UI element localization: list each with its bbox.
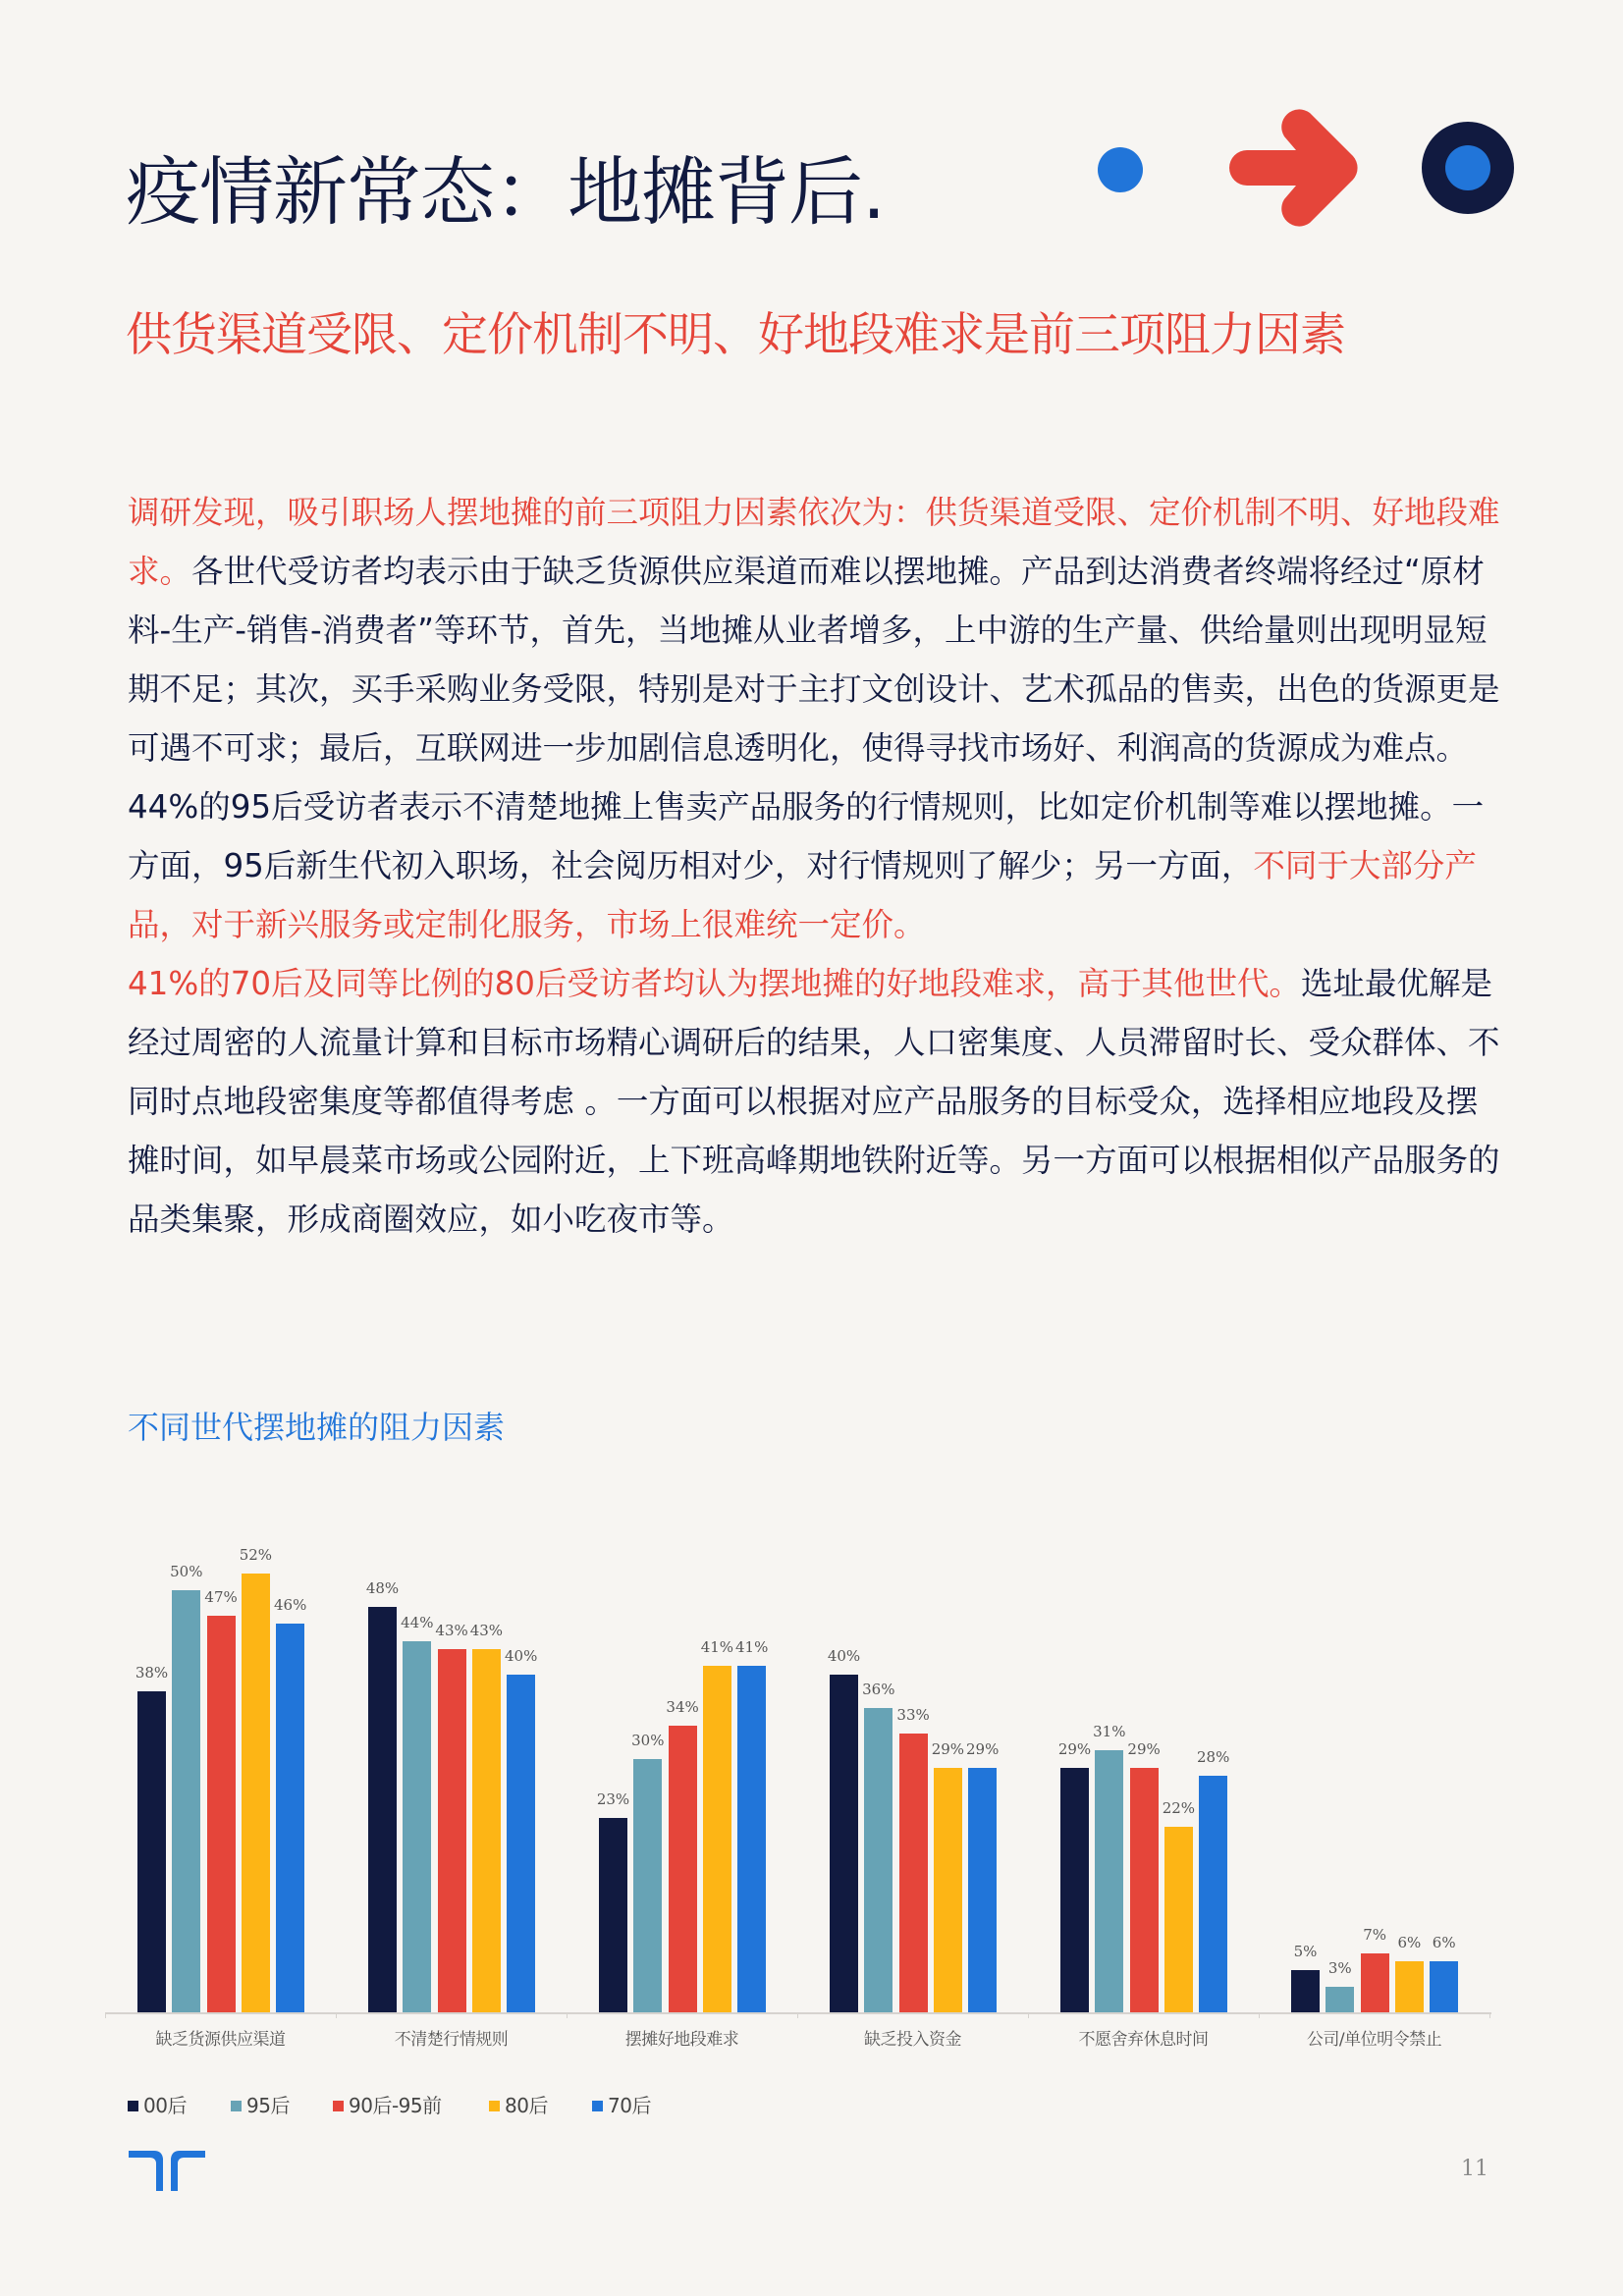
bar-70后-摆摊好地段难求 [737,1666,766,2012]
bar-value-label: 29% [931,1739,965,1758]
legend-label: 80后 [505,2094,548,2117]
bar-value-label: 6% [1432,1934,1456,1952]
category-label: 缺乏货源供应渠道 [155,2030,286,2050]
legend-swatch-icon [231,2101,242,2111]
legend-swatch-icon [592,2101,603,2111]
bar-value-label: 28% [1197,1748,1230,1767]
bar-70后-缺乏投入资金 [968,1768,997,2012]
paragraph-2-highlight: 不同于大部分产品，对于新兴服务或定制化服务，市场上很难统一定价。 [128,847,1477,943]
bar-value-label: 36% [862,1681,895,1699]
bar-95后-摆摊好地段难求 [633,1759,662,2012]
legend-label: 90后-95前 [349,2094,442,2117]
bar-value-label: 30% [631,1732,665,1749]
bar-value-label: 22% [1162,1798,1196,1817]
bar-80后-不愿舍弃休息时间 [1164,1827,1193,2012]
bar-value-label: 38% [135,1664,169,1682]
bar-value-label: 34% [666,1697,699,1716]
bar-70后-不清楚行情规则 [507,1675,535,2012]
bar-value-label: 43% [469,1622,504,1640]
category-label: 缺乏投入资金 [864,2030,961,2050]
bar-value-label: 29% [966,1739,1000,1758]
bar-value-label: 40% [505,1647,538,1665]
legend-swatch-icon [333,2101,344,2111]
ring-dot-icon [1421,121,1515,215]
bar-value-label: 40% [827,1647,861,1665]
paragraph-2 [128,777,1502,954]
bar-value-label: 29% [1057,1739,1092,1758]
bar-value-label: 31% [1093,1723,1126,1741]
bar-value-label: 44% [401,1613,434,1631]
bar-value-label: 33% [896,1706,930,1725]
paragraph-3-highlight: 41%的70后及同等比例的80后受访者均认为摆地摊的好地段难求，高于其他世代。 [128,965,1301,1002]
bar-00后-缺乏投入资金 [830,1675,858,2012]
bar-90后-95前-缺乏投入资金 [899,1734,928,2012]
bar-90后-95前-不清楚行情规则 [438,1649,466,2012]
bar-00后-缺乏货源供应渠道 [137,1691,166,2012]
body-text [128,483,1502,1249]
legend-item [128,2092,187,2119]
company-logo-icon [129,2151,205,2192]
chart-title: 不同世代摆地摊的阻力因素 [128,1409,506,1446]
bar-value-label: 50% [170,1563,203,1580]
paragraph-1 [128,483,1502,777]
category-label: 不清楚行情规则 [394,2030,509,2050]
arrow-right-icon [1227,103,1365,233]
bar-95后-不愿舍弃休息时间 [1095,1750,1123,2012]
bar-70后-缺乏货源供应渠道 [276,1624,304,2012]
paragraph-1-text: 各世代受访者均表示由于缺乏货源供应渠道而难以摆地摊。产品到达消费者终端将经过“原材料-生产-销售-消费者”等环节，首先，当地摊从业者增多，上中游的生产量、供给量则出现明显短期不足；其次，买手采购业务受限，特别是对于主打文创设计、艺术孤品的售卖，出色的货源更是可遇不可求；最后，互联网进一步加剧信息透明化，使得寻找市场好、利润高的货源成为难点。 [128,553,1500,767]
category-label: 摆摊好地段难求 [624,2030,739,2050]
bar-80后-摆摊好地段难求 [703,1666,731,2012]
blue-dot-icon [1096,145,1145,194]
bar-95后-缺乏投入资金 [864,1708,893,2012]
category-label: 不愿舍弃休息时间 [1078,2030,1209,2050]
bar-80后-公司/单位明令禁止 [1395,1961,1424,2012]
bar-90后-95前-缺乏货源供应渠道 [207,1616,236,2012]
bar-value-label: 46% [274,1596,307,1615]
legend-swatch-icon [128,2101,138,2111]
bar-95后-不清楚行情规则 [403,1641,431,2012]
bar-80后-不清楚行情规则 [472,1649,501,2012]
legend-item [592,2092,651,2119]
bar-value-label: 23% [596,1790,630,1809]
bar-value-label: 47% [204,1587,238,1606]
bar-95后-缺乏货源供应渠道 [172,1590,200,2012]
paragraph-1-highlight: 调研发现，吸引职场人摆地摊的前三项阻力因素依次为：供货渠道受限、定价机制不明、好地段难求。 [128,494,1500,590]
bar-00后-不愿舍弃休息时间 [1060,1768,1089,2012]
bar-value-label: 6% [1397,1934,1422,1952]
bar-value-label: 29% [1127,1739,1161,1758]
bar-80后-缺乏货源供应渠道 [242,1574,270,2012]
page-number: 11 [1461,2157,1488,2181]
legend-label: 70后 [608,2094,651,2117]
bar-value-label: 48% [365,1579,400,1598]
bar-00后-不清楚行情规则 [368,1607,397,2012]
bar-value-label: 43% [435,1622,468,1640]
bar-90后-95前-公司/单位明令禁止 [1361,1953,1389,2012]
legend-item [489,2092,548,2119]
bar-90后-95前-不愿舍弃休息时间 [1130,1768,1159,2012]
legend-item [231,2092,290,2119]
bar-00后-公司/单位明令禁止 [1291,1970,1320,2012]
page-title: 疫情新常态：地摊背后. [126,148,886,236]
paragraph-3-text: 选址最优解是经过周密的人流量计算和目标市场精心调研后的结果，人口密集度、人员滞留时长、受众群体、不同时点地段密集度等都值得考虑 。一方面可以根据对应产品服务的目标受众，选择相应地段及摆摊时间，如早晨菜市场或公园附近，上下班高峰期地铁附近等。另一方面可以根据相似产品服务的品类集聚，形成商圈效应，如小吃夜市等。 [128,965,1500,1238]
bar-value-label: 5% [1293,1943,1318,1960]
paragraph-2-text: 44%的95后受访者表示不清楚地摊上售卖产品服务的行情规则，比如定价机制等难以摆地摊。一方面，95后新生代初入职场，社会阅历相对少，对行情规则了解少；另一方面， [128,788,1485,884]
bar-00后-摆摊好地段难求 [599,1818,627,2012]
legend-label: 95后 [246,2094,290,2117]
bar-value-label: 52% [239,1545,273,1564]
paragraph-3 [128,954,1502,1249]
bar-80后-缺乏投入资金 [934,1768,962,2012]
bar-90后-95前-摆摊好地段难求 [669,1726,697,2012]
bar-value-label: 41% [700,1638,734,1657]
legend-item [333,2092,442,2119]
bar-95后-公司/单位明令禁止 [1325,1987,1354,2012]
bar-70后-公司/单位明令禁止 [1430,1961,1458,2012]
bar-value-label: 7% [1363,1925,1386,1944]
x-axis-line [105,2012,1491,2014]
page-subtitle: 供货渠道受限、定价机制不明、好地段难求是前三项阻力因素 [126,308,1345,362]
bar-value-label: 41% [735,1638,769,1657]
category-label: 公司/单位明令禁止 [1306,2030,1442,2050]
legend-swatch-icon [489,2101,500,2111]
bar-value-label: 3% [1327,1959,1352,1978]
legend-label: 00后 [143,2094,187,2117]
bar-70后-不愿舍弃休息时间 [1199,1776,1227,2012]
